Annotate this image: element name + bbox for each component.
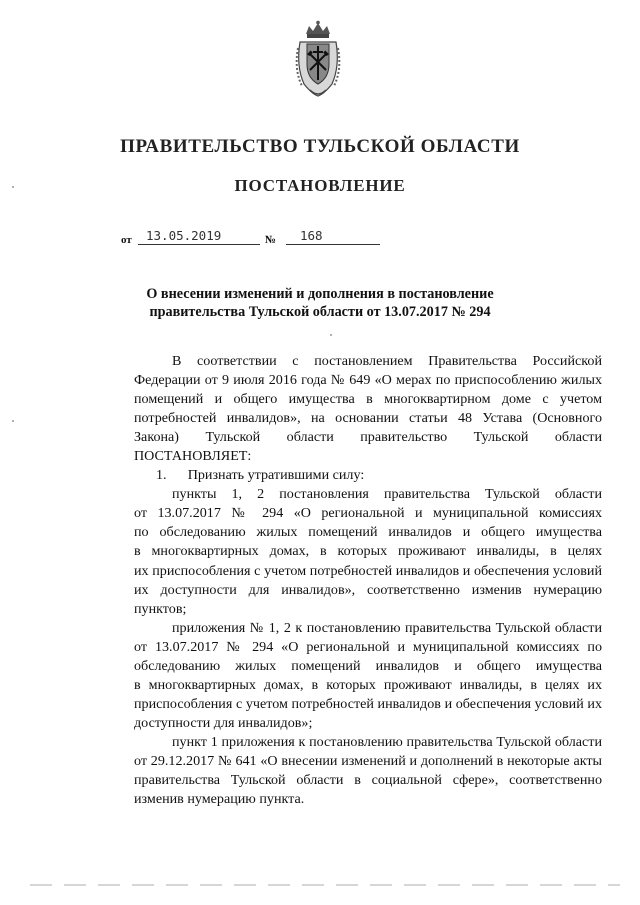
text-line: Федерации от 9 июля 2016 года № 649 «О мерах по приспособлению жилых [134,372,602,389]
text-line: от 13.07.2017 № 294 «О региональной и муниципальной комиссиях [134,505,602,522]
scan-speck [12,186,14,188]
text-line: пункт 1 приложения к постановлению правительства Тульской области [172,733,602,750]
number-label: № [265,234,277,246]
paragraph-points [96,485,602,618]
item-1-heading [96,466,602,485]
scan-speck [12,420,14,422]
date-underline [138,244,260,245]
text-line: 1. Признать утратившими силу: [156,467,365,484]
text-line: В соответствии с постановлением Правительства Российской [172,353,602,369]
subject-line-1: О внесении изменений и дополнения в постановление [146,286,494,302]
document-body [96,352,602,809]
text-line: по обследованию жилых помещений инвалидов и общего имущества [134,524,602,541]
text-line: в многоквартирных домах, в которых проживают инвалиды, в целях их [134,676,602,693]
government-title: ПРАВИТЕЛЬСТВО ТУЛЬСКОЙ ОБЛАСТИ [120,136,520,157]
scan-footer-noise [30,884,620,886]
text-line: их доступности для инвалидов», соответственно изменив нумерацию [134,581,602,598]
text-line: приложения № 1, 2 к постановлению правительства Тульской области [172,619,602,636]
text-line: потребностей инвалидов», на основании статьи 48 Устава (Основного [134,410,602,427]
subject-line-2: правительства Тульской области от 13.07.2017 № 294 [149,304,491,320]
text-line: помещений и общего имущества в многоквартирном доме с учетом [134,391,602,408]
text-line: ПОСТАНОВЛЯЕТ: [134,448,252,465]
date-value: 13.05.2019 [146,228,222,243]
scan-speck [330,334,332,336]
preamble-paragraph [96,352,602,466]
number-underline [286,244,380,245]
text-line: приспособления с учетом потребностей инвалидов и обеспечения условий их [134,695,602,712]
number-value: 168 [300,228,323,243]
text-line: Закона) Тульской области правительство Тульской области [134,429,602,446]
document-type: ПОСТАНОВЛЕНИЕ [234,176,406,195]
text-line: обследованию жилых помещений инвалидов и общего имущества [134,657,602,674]
document-subject [80,285,560,321]
text-line: от 13.07.2017 № 294 «О региональной и муниципальной комиссиях по [134,638,602,655]
text-line: их приспособления с учетом потребностей инвалидов и обеспечения условий [134,562,602,579]
text-line: изменив нумерацию пункта. [134,791,305,808]
text-line: доступности для инвалидов»; [134,714,313,731]
text-line: от 29.12.2017 № 641 «О внесении изменений и дополнений в некоторые акты [134,752,602,769]
date-label: от [121,234,132,246]
coat-of-arms-emblem [290,20,346,100]
paragraph-appendices [96,619,602,733]
text-line: правительства Тульской области в социальной сфере», соответственно [134,772,602,789]
text-line: пунктов; [134,600,187,617]
text-line: пункты 1, 2 постановления правительства Тульской области [172,486,602,503]
paragraph-point-1 [96,733,602,809]
text-line: в многоквартирных домах, в которых проживают инвалиды, в целях [134,543,602,560]
